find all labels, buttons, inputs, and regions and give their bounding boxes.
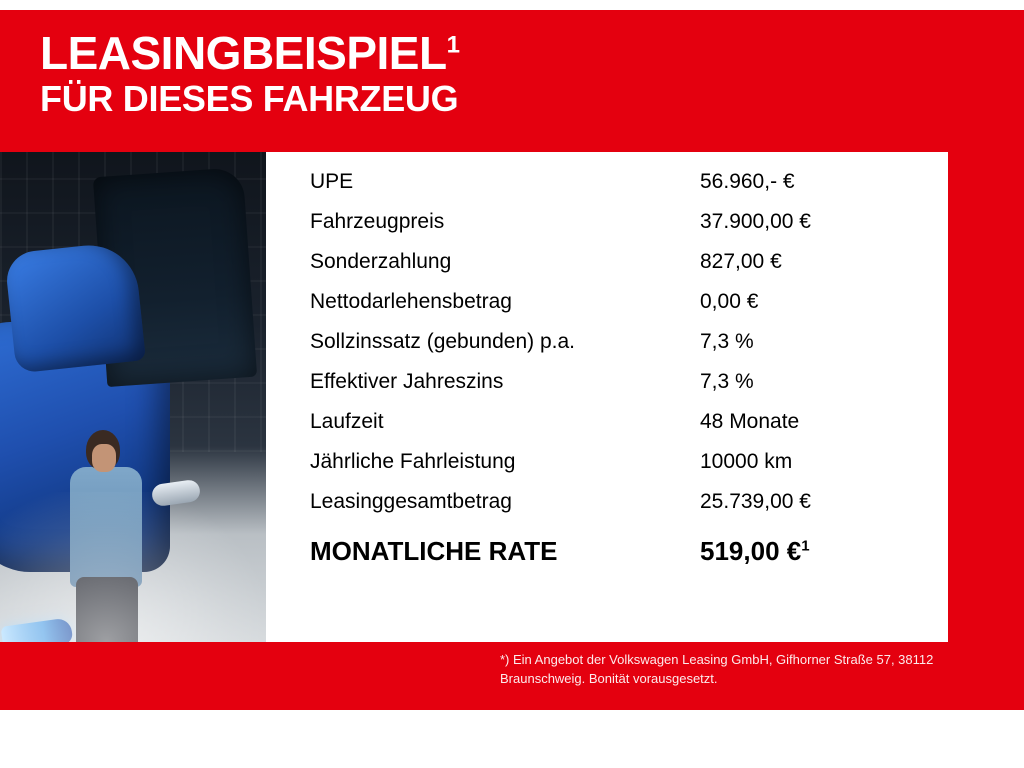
row-value: 56.960,- € bbox=[700, 170, 795, 193]
headline-block bbox=[40, 28, 940, 120]
row-value: 7,3 % bbox=[700, 330, 754, 353]
row-value: 0,00 € bbox=[700, 290, 759, 313]
headline-secondary: FÜR DIESES FAHRZEUG bbox=[40, 78, 459, 119]
monthly-rate-amount: 519,00 € bbox=[700, 536, 802, 566]
table-row bbox=[310, 370, 908, 410]
table-row bbox=[310, 250, 908, 290]
table-row bbox=[310, 490, 908, 530]
photo-floor-light bbox=[0, 492, 266, 642]
table-row bbox=[310, 330, 908, 370]
headline-footnote-marker: 1 bbox=[446, 31, 460, 59]
headline-primary bbox=[40, 28, 940, 78]
monthly-rate-row bbox=[310, 530, 908, 567]
vehicle-photo bbox=[0, 152, 266, 642]
photo-person-face bbox=[92, 444, 116, 472]
row-value: 7,3 % bbox=[700, 370, 754, 393]
table-row bbox=[310, 210, 908, 250]
legal-footnote: *) Ein Angebot der Volkswagen Leasing GmbH, Gifhorner Straße 57, 38112 Braunschweig. Bonität vorausgesetzt. bbox=[500, 652, 934, 686]
row-label: Fahrzeugpreis bbox=[310, 210, 445, 233]
monthly-rate-label: MONATLICHE RATE bbox=[310, 536, 558, 566]
details-card bbox=[0, 152, 948, 642]
row-value: 10000 km bbox=[700, 450, 793, 473]
lease-table bbox=[310, 170, 908, 567]
row-label: Sollzinssatz (gebunden) p.a. bbox=[310, 330, 575, 353]
table-row bbox=[310, 450, 908, 490]
row-label: Effektiver Jahreszins bbox=[310, 370, 504, 393]
table-row bbox=[310, 290, 908, 330]
row-label: Sonderzahlung bbox=[310, 250, 452, 273]
table-row bbox=[310, 410, 908, 450]
row-value: 827,00 € bbox=[700, 250, 782, 273]
monthly-rate-footnote-marker: 1 bbox=[801, 537, 810, 555]
row-label: UPE bbox=[310, 170, 354, 193]
monthly-rate-value bbox=[700, 530, 908, 567]
row-label: Laufzeit bbox=[310, 410, 384, 433]
lease-details-area bbox=[266, 152, 948, 642]
row-value: 25.739,00 € bbox=[700, 490, 811, 513]
row-label: Jährliche Fahrleistung bbox=[310, 450, 516, 473]
headline-primary-text: LEASINGBEISPIEL bbox=[40, 27, 447, 79]
photo-car-front bbox=[4, 241, 146, 374]
row-value: 37.900,00 € bbox=[700, 210, 811, 233]
row-label: Nettodarlehensbetrag bbox=[310, 290, 512, 313]
row-label: Leasinggesamtbetrag bbox=[310, 490, 512, 513]
table-row bbox=[310, 170, 908, 210]
row-value: 48 Monate bbox=[700, 410, 800, 433]
